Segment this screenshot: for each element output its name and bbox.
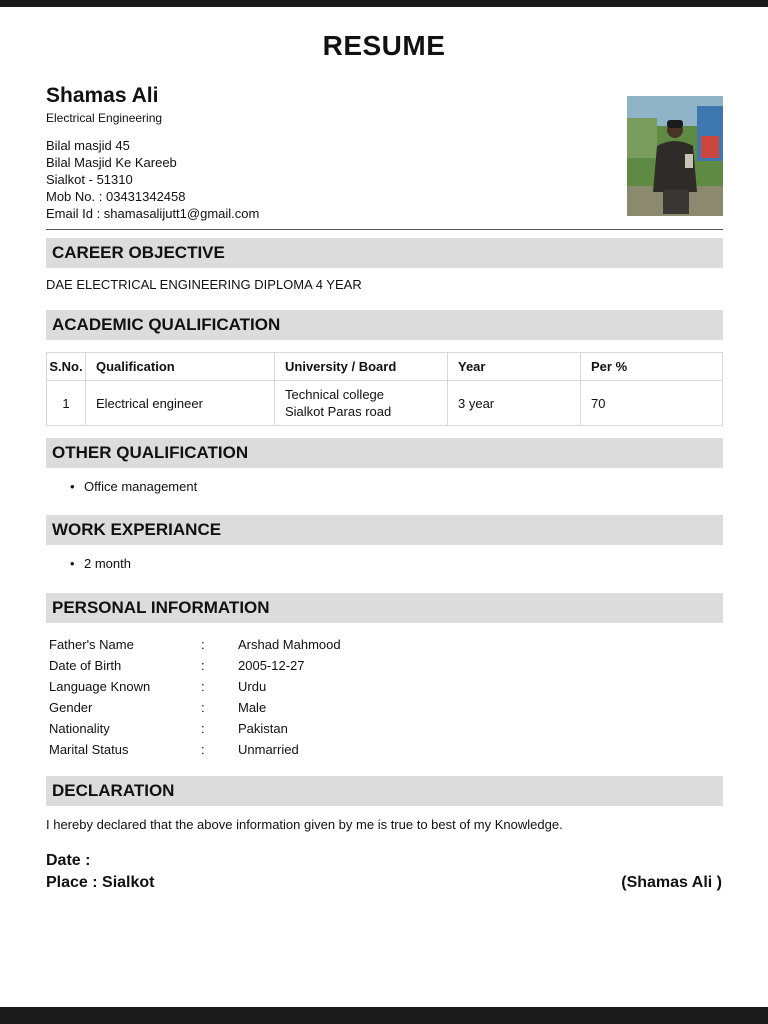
column-header-year: Year (448, 353, 581, 381)
personal-info-label: Marital Status (49, 742, 129, 757)
column-header-sno: S.No. (47, 353, 86, 381)
personal-info-separator: : (201, 637, 205, 652)
personal-info-label: Nationality (49, 721, 110, 736)
place-label: Place : Sialkot (46, 874, 155, 891)
section-heading-personal-information: PERSONAL INFORMATION (46, 593, 723, 623)
personal-info-label: Language Known (49, 679, 151, 694)
section-heading-other-qualification: OTHER QUALIFICATION (46, 438, 723, 468)
cell-qualification: Electrical engineer (86, 381, 275, 426)
mobile-number: Mob No. : 03431342458 (46, 189, 186, 204)
column-header-board: University / Board (275, 353, 448, 381)
personal-info-label: Gender (49, 700, 93, 715)
personal-info-separator: : (201, 658, 205, 673)
cell-board (275, 381, 448, 426)
table-row (47, 381, 723, 426)
other-qualification-item: Office management (84, 479, 198, 494)
academic-qualification-table (46, 352, 723, 426)
cell-board-line-1: Technical college (285, 387, 385, 402)
profile-photo-image (627, 96, 723, 216)
declaration-text: I hereby declared that the above information given by me is true to best of my Knowledge. (46, 817, 563, 832)
cell-board-line-2: Sialkot Paras road (285, 404, 392, 419)
email-address: Email Id : shamasalijutt1@gmail.com (46, 206, 260, 221)
address-line-2: Bilal Masjid Ke Kareeb (46, 155, 177, 170)
top-border-bar (0, 0, 768, 7)
cell-year: 3 year (448, 381, 581, 426)
list-item (70, 556, 131, 571)
personal-info-value: Urdu (238, 679, 267, 694)
work-experience-item: 2 month (84, 556, 131, 571)
candidate-field: Electrical Engineering (46, 111, 163, 125)
personal-info-label: Date of Birth (49, 658, 122, 673)
personal-info-value: 2005-12-27 (238, 658, 305, 673)
address-line-1: Bilal masjid 45 (46, 138, 130, 153)
cell-sno: 1 (47, 381, 86, 426)
list-item (70, 479, 197, 494)
bullet-icon: • (70, 556, 75, 571)
date-label: Date : (46, 852, 91, 869)
contact-block (46, 137, 259, 222)
bottom-border-bar (0, 1007, 768, 1024)
address-line-3: Sialkot - 51310 (46, 172, 133, 187)
signature-name: (Shamas Ali ) (621, 874, 722, 891)
personal-info-value: Unmarried (238, 742, 299, 757)
personal-info-separator: : (201, 742, 205, 757)
personal-info-label: Father's Name (49, 637, 134, 652)
section-heading-work-experience: WORK EXPERIANCE (46, 515, 723, 545)
personal-info-separator: : (201, 721, 205, 736)
candidate-name: Shamas Ali (46, 84, 159, 107)
section-heading-career-objective: CAREER OBJECTIVE (46, 238, 723, 268)
personal-info-separator: : (201, 700, 205, 715)
bullet-icon: • (70, 479, 75, 494)
cell-percent: 70 (581, 381, 723, 426)
column-header-qualification: Qualification (86, 353, 275, 381)
document-title: RESUME (322, 30, 446, 61)
personal-info-value: Arshad Mahmood (238, 637, 341, 652)
personal-info-value: Male (238, 700, 267, 715)
career-objective-text: DAE ELECTRICAL ENGINEERING DIPLOMA 4 YEAR (46, 277, 362, 292)
section-heading-declaration: DECLARATION (46, 776, 723, 806)
personal-info-separator: : (201, 679, 205, 694)
section-heading-academic-qualification: ACADEMIC QUALIFICATION (46, 310, 723, 340)
header-divider (46, 229, 723, 230)
profile-photo (627, 96, 723, 216)
column-header-percent: Per % (581, 353, 723, 381)
table-header-row (47, 353, 723, 381)
personal-info-value: Pakistan (238, 721, 288, 736)
